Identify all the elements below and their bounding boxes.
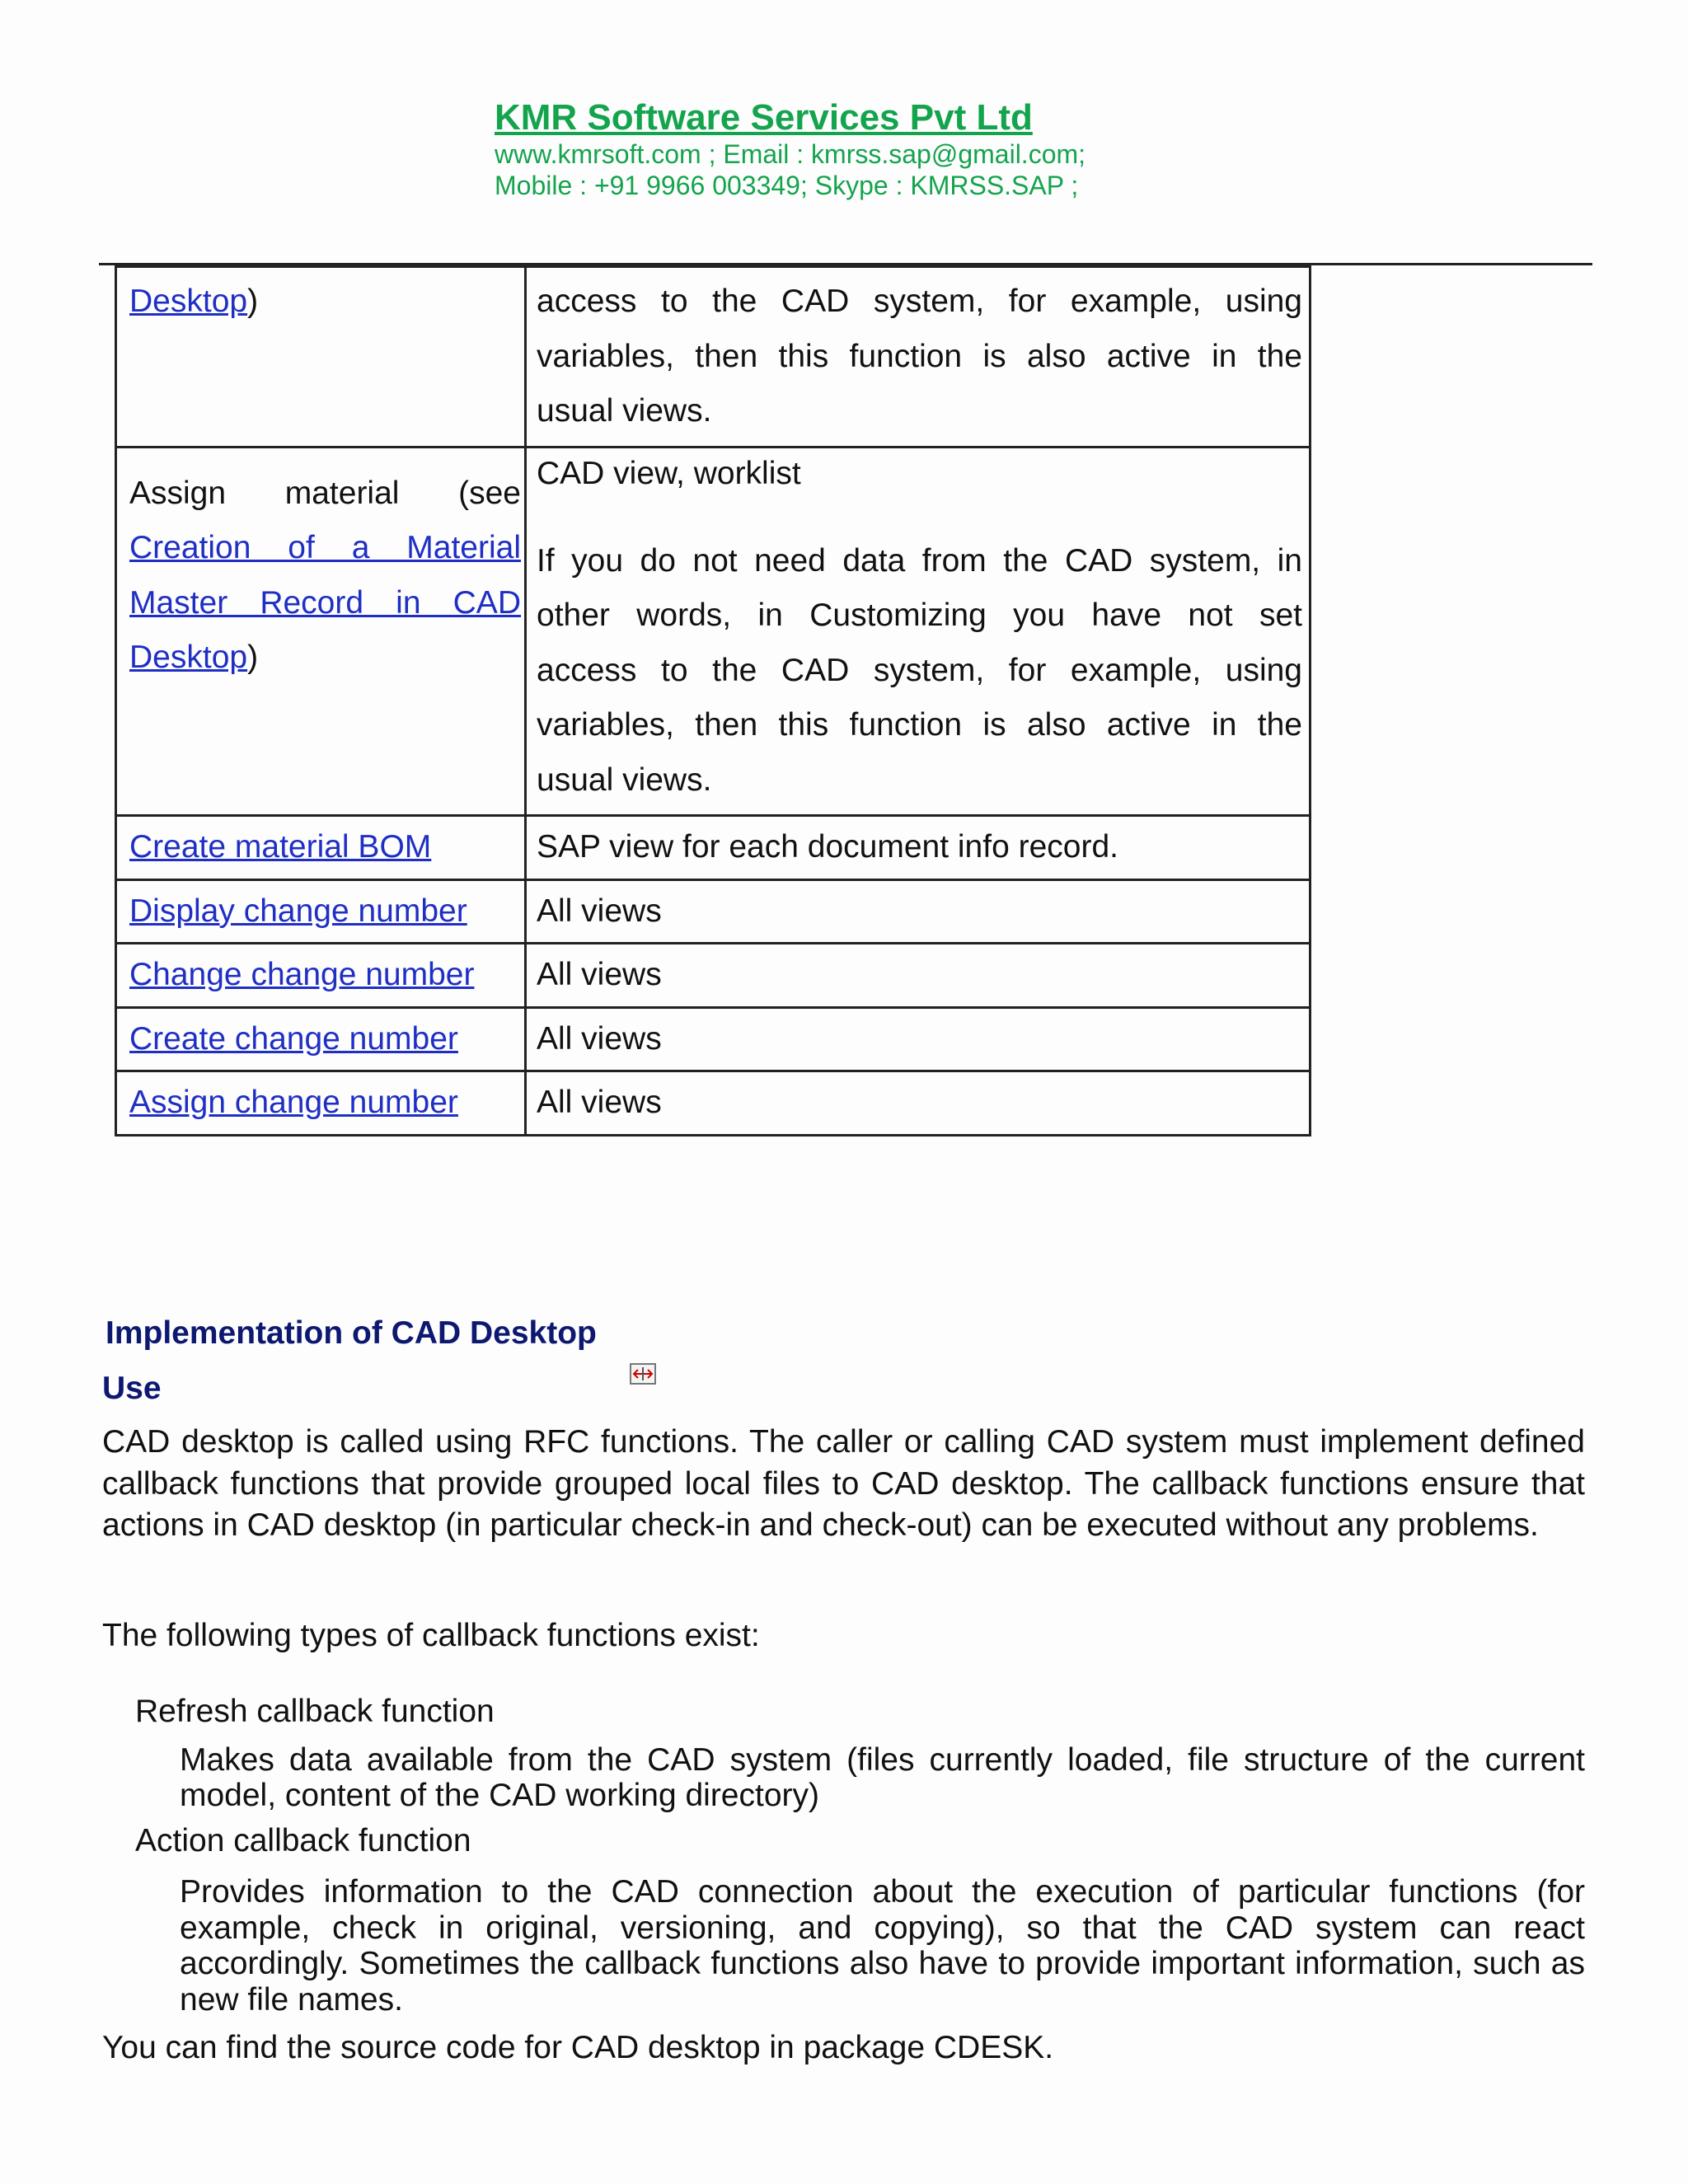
company-name: KMR Software Services Pvt Ltd [495, 97, 1033, 138]
views-cell: access to the CAD system, for example, using variables, then this function is also active in the usual views. [526, 267, 1311, 448]
function-cell [116, 944, 526, 1008]
views-cell: All views [526, 879, 1311, 944]
table-row [116, 816, 1311, 880]
views-cell: All views [526, 1071, 1311, 1136]
paragraph-source-code: You can find the source code for CAD desktop in package CDESK. [102, 2030, 1054, 2065]
table-row [116, 1071, 1311, 1136]
function-cell [116, 1007, 526, 1071]
table-row [116, 447, 1311, 816]
master-record-cad-link[interactable]: Master Record in CAD [129, 584, 521, 621]
table-row [116, 879, 1311, 944]
views-cell: All views [526, 944, 1311, 1008]
display-change-number-link[interactable]: Display change number [129, 893, 467, 929]
table-row [116, 267, 1311, 448]
contact-line-web-email: www.kmrsoft.com ; Email : kmrss.sap@gmail.com; [495, 139, 1086, 169]
letterhead [495, 97, 1085, 201]
term-action-callback: Action callback function [135, 1823, 471, 1858]
definition-refresh-callback: Makes data available from the CAD system (files currently loaded, file structure of the current model, content of the CAD working directory) [180, 1742, 1585, 1813]
function-cell: Assign material (see Creation of a Material Master Record in CAD Desktop) [116, 447, 526, 816]
creation-material-link[interactable]: Creation of a Material [129, 530, 521, 565]
desktop-link[interactable]: Desktop [129, 640, 248, 675]
paragraph-intro: CAD desktop is called using RFC functions. The caller or calling CAD system must implement defined callback functions that provide grouped local files to CAD desktop. The callback functions ensure that actions in CAD desktop (in particular check-in and check-out) can be executed without any problems. [102, 1424, 1585, 1543]
change-change-number-link[interactable]: Change change number [129, 957, 475, 992]
views-cell: All views [526, 1007, 1311, 1071]
create-material-bom-link[interactable]: Create material BOM [129, 829, 432, 865]
term-refresh-callback: Refresh callback function [135, 1694, 495, 1729]
section-title: Implementation of CAD Desktop [106, 1315, 597, 1351]
views-cell: SAP view for each document info record. [526, 816, 1311, 880]
paragraph-types: The following types of callback functions exist: [102, 1618, 760, 1653]
views-cell: CAD view, worklist If you do not need data from the CAD system, in other words, in Customizing you have not set access to the CAD system, for example, using variables, then this function is also active in the usual views. [526, 447, 1311, 816]
function-cell [116, 1071, 526, 1136]
definition-action-callback: Provides information to the CAD connection about the execution of particular functions (for example, check in original, versioning, and copying), so that the CAD system can react accordingly. Sometimes the callback functions also have to provide important information, such as new file names. [180, 1874, 1585, 2018]
function-cell: Desktop) [116, 267, 526, 448]
table-row [116, 944, 1311, 1008]
create-change-number-link[interactable]: Create change number [129, 1020, 458, 1057]
function-cell [116, 816, 526, 880]
desktop-link[interactable]: Desktop [129, 284, 248, 319]
anchor-link-icon[interactable] [630, 1363, 656, 1385]
table-row [116, 1007, 1311, 1071]
assign-change-number-link[interactable]: Assign change number [129, 1085, 458, 1120]
contact-line-phone-skype: Mobile : +91 9966 003349; Skype : KMRSS.SAP ; [495, 171, 1079, 200]
function-cell [116, 879, 526, 944]
use-heading: Use [102, 1371, 162, 1406]
function-views-table [115, 265, 1311, 1137]
